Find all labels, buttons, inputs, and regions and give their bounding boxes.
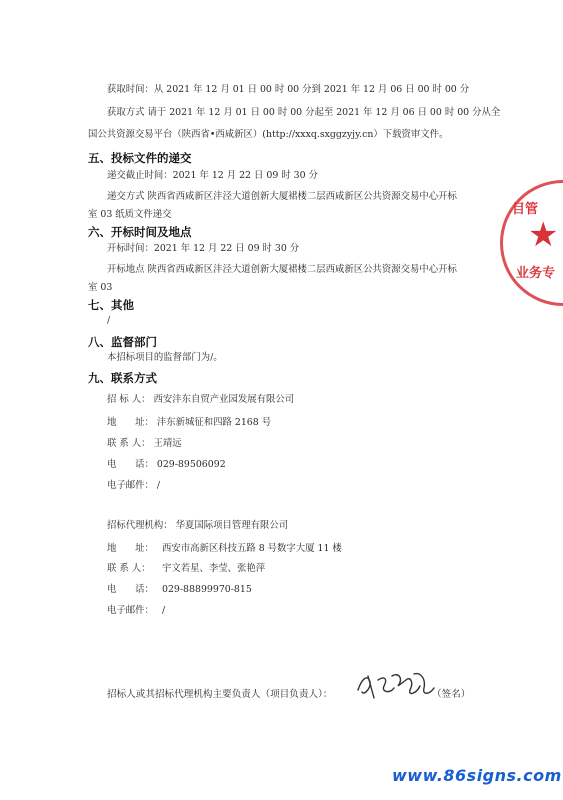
tenderer-email-row [107,477,160,491]
submission-method-2: 室 03 纸质文件递交 [88,209,172,220]
handwritten-signature [354,668,436,702]
signature-label: 招标人或其招标代理机构主要负责人（项目负责人）： [107,689,333,700]
tenderer-email: / [156,480,161,491]
submission-deadline: 递交截止时间：2021 年 12 月 22 日 09 时 30 分 [107,170,318,181]
fetch-method-line-1: 获取方式 请于 2021 年 12 月 01 日 00 时 00 分起至 2021 年 12 月 06 日 00 时 00 分从全 [107,107,501,118]
opening-place-1: 开标地点 陕西省西咸新区沣泾大道创新大厦裙楼二层西咸新区公共资源交易中心开标 [107,264,457,275]
tenderer-phone-row [107,456,226,470]
tenderer-value: 西安沣东自贸产业园发展有限公司 [153,394,295,405]
tenderer-address-row [107,414,271,428]
fetch-time-line: 获取时间：从 2021 年 12 月 01 日 00 时 00 分到 2021 年 12 月 06 日 00 时 00 分 [107,84,470,95]
seal-text-bottom: 业务专 [516,266,556,281]
agency-phone: 029-88899970-815 [161,584,252,595]
agency-address-row [107,540,342,554]
agency-address-label: 地 址： [107,543,154,554]
tenderer-phone: 029-89506092 [156,459,226,470]
agency-address: 西安市高新区科技五路 8 号数字大厦 11 楼 [161,543,342,554]
agency-contact-label: 联 系 人： [107,563,151,574]
tenderer-email-label: 电子邮件： [107,480,154,491]
tenderer-contact: 王靖远 [153,438,182,449]
section-5-title: 五、投标文件的递交 [88,151,192,165]
agency-email-row [107,602,165,616]
signature-suffix: （签名） [432,689,471,700]
tenderer-label: 招 标 人： [107,394,151,405]
supervision-content: 本招标项目的监督部门为/。 [107,352,223,363]
section-6-title: 六、开标时间及地点 [88,225,192,239]
seal-text-top: 目管 [512,202,539,217]
tenderer-address-label: 地 址： [107,417,154,428]
agency-phone-row [107,581,252,595]
opening-time: 开标时间：2021 年 12 月 22 日 09 时 30 分 [107,243,300,254]
tenderer-address: 沣东新城征和四路 2168 号 [156,417,272,428]
agency-email-label: 电子邮件： [107,605,154,616]
section-9-title: 九、联系方式 [88,371,157,385]
agency-contact: 宇文若星、李莹、张艳萍 [161,563,266,574]
section-8-title: 八、监督部门 [88,335,157,349]
agency-value: 华夏国际项目管理有限公司 [175,520,289,531]
agency-phone-label: 电 话： [107,584,154,595]
fetch-method-line-2: 国公共资源交易平台（陕西省•西咸新区）(http://xxxq.sxggzyjy.cn）下载资审文件。 [88,129,449,140]
seal-star-icon: ★ [528,215,559,255]
watermark: www.86signs.com [392,766,562,785]
agency-row [107,517,288,531]
agency-contact-row [107,560,265,574]
tenderer-row [107,391,294,405]
tenderer-contact-label: 联 系 人： [107,438,151,449]
opening-place-2: 室 03 [88,282,113,293]
section-7-title: 七、其他 [88,298,134,312]
tenderer-phone-label: 电 话： [107,459,154,470]
other-content: / [107,315,111,326]
tenderer-contact-row [107,435,182,449]
agency-label: 招标代理机构： [107,520,173,531]
submission-method-1: 递交方式 陕西省西咸新区沣泾大道创新大厦裙楼二层西咸新区公共资源交易中心开标 [107,191,457,202]
agency-email: / [161,605,166,616]
